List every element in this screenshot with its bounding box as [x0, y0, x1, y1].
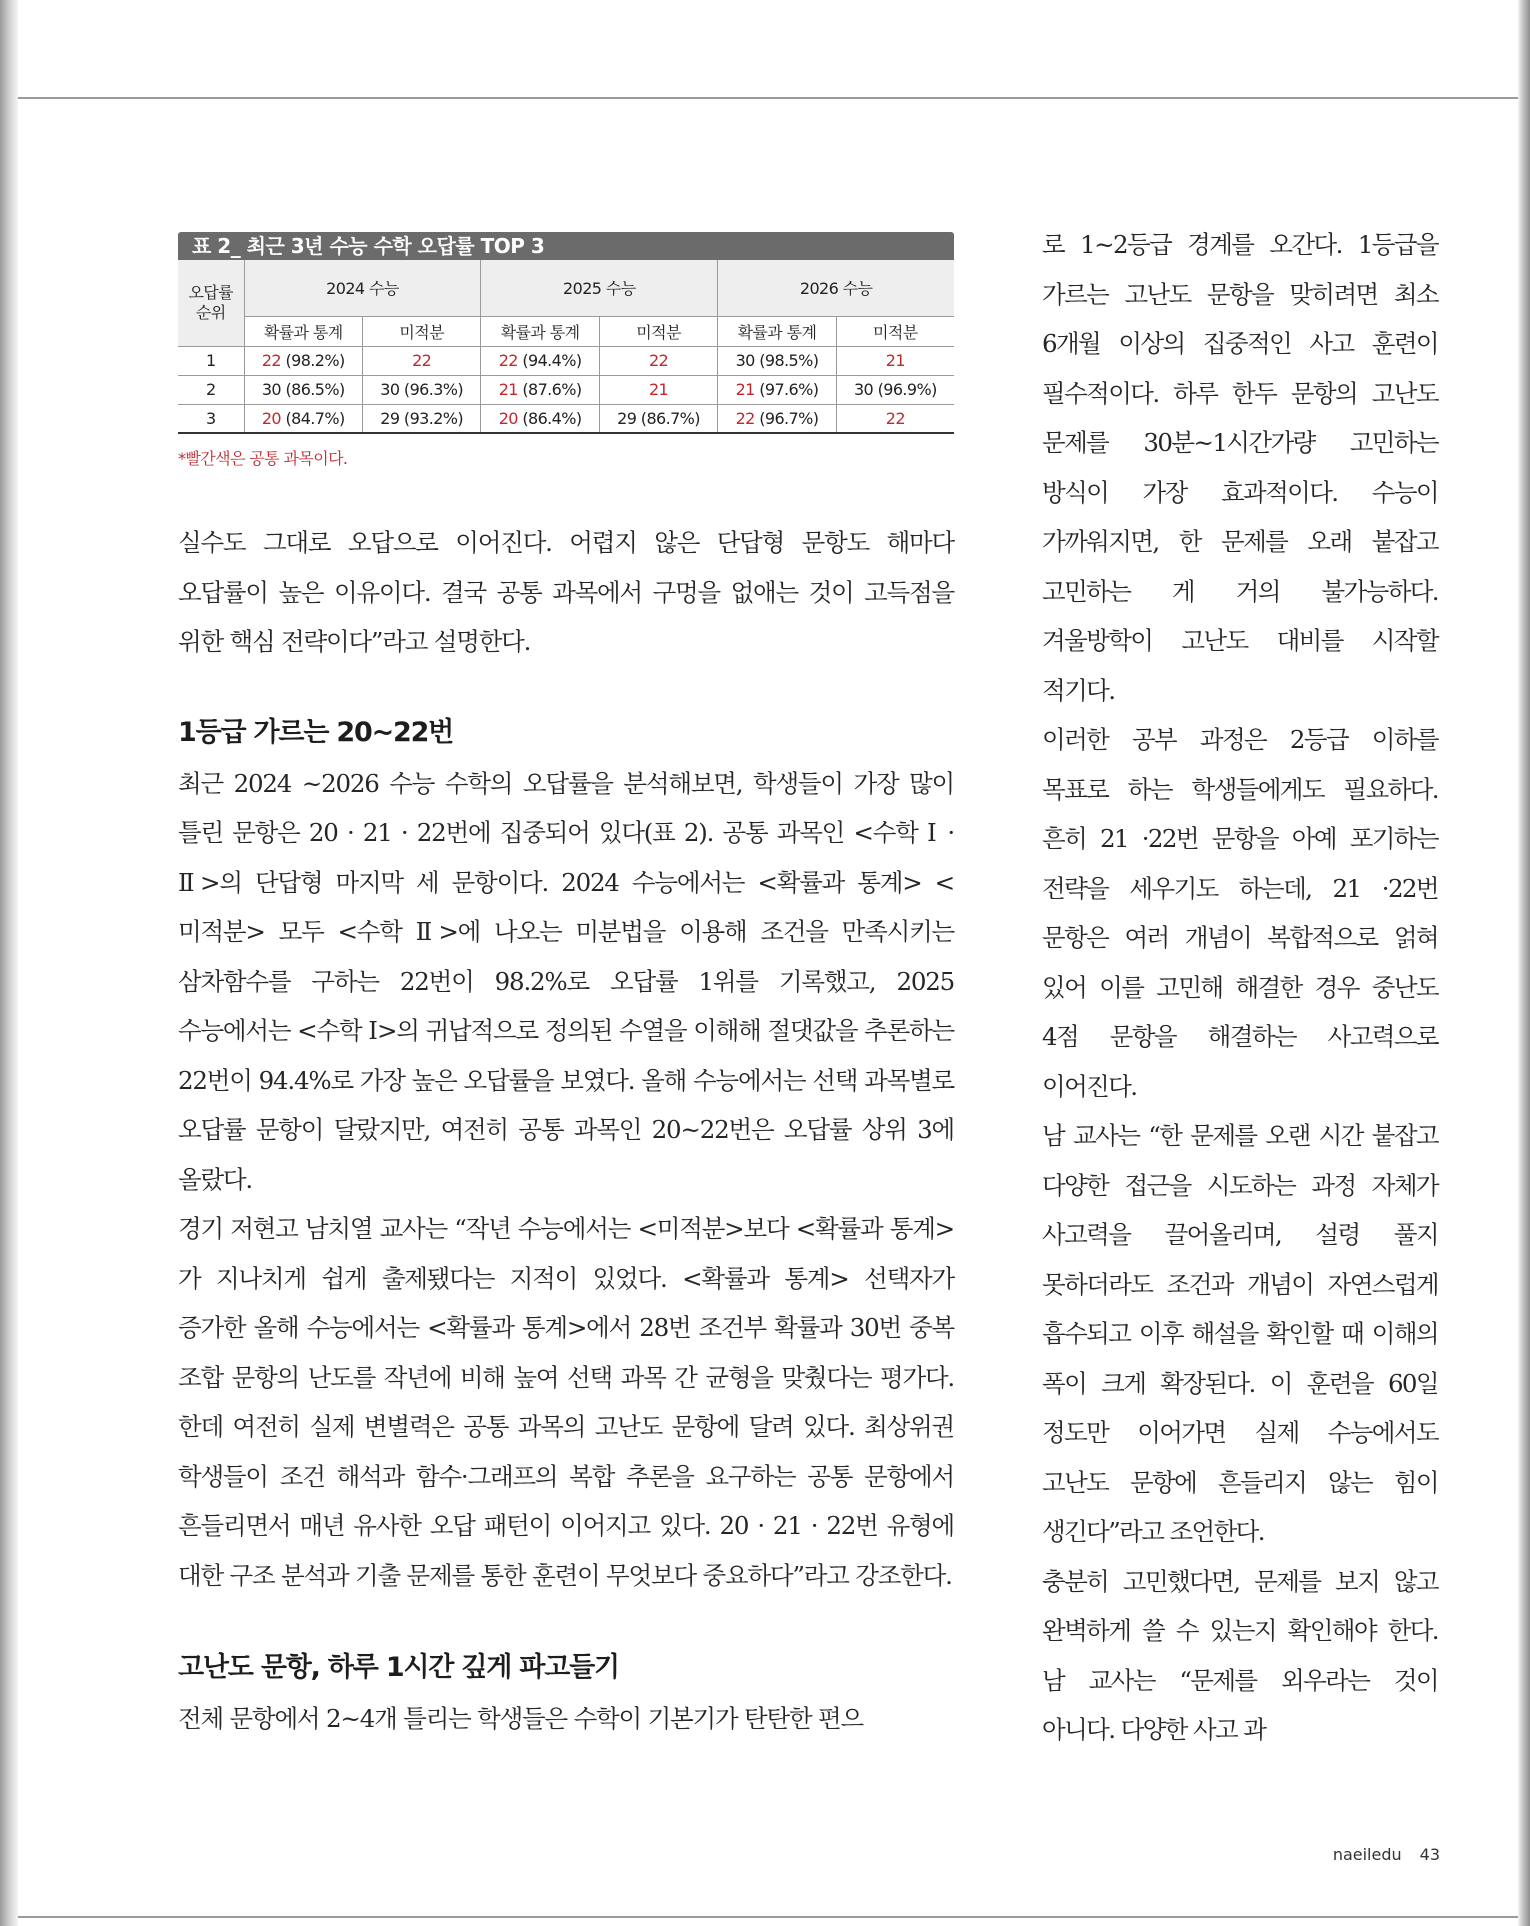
table-cell [481, 404, 599, 433]
subject-header: 미적분 [362, 316, 480, 346]
rank-cell: 1 [178, 346, 244, 375]
table-cell [599, 346, 717, 375]
subject-header: 확률과 통계 [481, 316, 599, 346]
question-number: 22 [412, 351, 432, 370]
scan-edge-right [1518, 0, 1530, 1926]
table-cell [718, 375, 836, 404]
table-row [178, 375, 954, 404]
article-left-column [178, 518, 954, 1744]
rank-header: 오답률 순위 [178, 260, 244, 346]
table-cell [244, 346, 362, 375]
subject-header: 확률과 통계 [244, 316, 362, 346]
rank-cell: 2 [178, 375, 244, 404]
table-body [178, 346, 954, 433]
table-header-row [178, 260, 954, 316]
table-cell [836, 375, 954, 404]
wrong-rate: (97.6%) [754, 380, 819, 399]
table-row [178, 346, 954, 375]
table-cell [718, 346, 836, 375]
wrong-rate: (87.6%) [517, 380, 582, 399]
wrong-rate: (96.3%) [399, 380, 464, 399]
question-number: 20 [261, 408, 281, 428]
question-number: 21 [885, 351, 905, 370]
question-number: 30 [853, 380, 874, 399]
table-cell [836, 404, 954, 433]
section-heading: 고난도 문항, 하루 1시간 깊게 파고들기 [178, 1652, 619, 1683]
year-header: 2026 수능 [718, 260, 954, 316]
wrong-rate: (86.4%) [517, 408, 582, 428]
body-paragraph: 실수도 그대로 오답으로 이어진다. 어렵지 않은 단답형 문항도 해마다 오답률이 높은 이유이다. 결국 공통 과목에서 구멍을 없애는 것이 고득점을 위한 핵심 전략이다”라고 설명한다. [178, 528, 954, 656]
scan-edge-left [0, 0, 18, 1926]
table-cell [244, 375, 362, 404]
table-cell [481, 346, 599, 375]
wrong-rate: (93.2%) [399, 408, 464, 428]
page-footer [1300, 1845, 1440, 1864]
wrong-answer-table [178, 260, 954, 434]
body-paragraph: 이러한 공부 과정은 2등급 이하를 목표로 하는 학생들에게도 필요하다. 흔히 21 ·22번 문항을 아예 포기하는 전략을 세우기도 하는데, 21 ·22번 문항은 여러 개념이 복합적으로 얽혀 있어 이를 고민해 해결한 경우 중난도 4점 문항을 해결하는 사고력으로 이어진다. [1042, 725, 1438, 1101]
wrong-rate: (86.5%) [281, 380, 345, 399]
body-paragraph: 최근 2024 ~2026 수능 수학의 오답률을 분석해보면, 학생들이 가장 많이 틀린 문항은 20 · 21 · 22번에 집중되어 있다(표 2). 공통 과목인 <수학 Ⅰ · Ⅱ>의 단답형 마지막 세 문항이다. 2024 수능에서는 <확률과 통계> <미적분> 모두 <수학 Ⅱ>에 나오는 미분법을 이용해 조건을 만족시키는 삼차함수를 구하는 22번이 98.2%로 오답률 1위를 기록했고, 2025 수능에서는 <수학 Ⅰ>의 귀납적으로 정의된 수열을 이해해 절댓값을 추론하는 22번이 94.4%로 가장 높은 오답률을 보였다. 올해 수능에서는 선택 과목별로 오답률 문항이 달랐지만, 여전히 공통 과목인 20~22번은 오답률 상위 3에 올랐다. [178, 768, 954, 1194]
question-number: 30 [380, 380, 400, 399]
question-number: 22 [498, 351, 518, 370]
subject-header: 확률과 통계 [718, 316, 836, 346]
table-cell [718, 404, 836, 433]
top-rule [18, 97, 1518, 99]
question-number: 21 [735, 380, 755, 399]
table-cell [836, 346, 954, 375]
question-number: 30 [261, 380, 281, 399]
wrong-rate: (94.4%) [517, 351, 582, 370]
body-paragraph: 충분히 고민했다면, 문제를 보지 않고 완벽하게 쓸 수 있는지 확인해야 한다. 남 교사는 “문제를 외우라는 것이 아니다. 다양한 사고 과 [1042, 1566, 1438, 1744]
wrong-rate: (86.7%) [636, 408, 700, 428]
table-figure [178, 232, 954, 469]
table-cell [362, 346, 480, 375]
wrong-rate: (96.9%) [873, 380, 937, 399]
table-cell [481, 375, 599, 404]
subject-header: 미적분 [836, 316, 954, 346]
question-number: 29 [617, 408, 637, 428]
body-paragraph: 로 1~2등급 경계를 오간다. 1등급을 가르는 고난도 문항을 맞히려면 최소 6개월 이상의 집중적인 사고 훈련이 필수적이다. 하루 한두 문항의 고난도 문제를 30분~1시간가량 고민하는 방식이 가장 효과적이다. 수능이 가까워지면, 한 문제를 오래 붙잡고 고민하는 게 거의 불가능하다. 겨울방학이 고난도 대비를 시작할 적기다. [1042, 230, 1438, 705]
rank-cell: 3 [178, 404, 244, 433]
table-row [178, 404, 954, 433]
question-number: 20 [498, 408, 518, 428]
question-number: 22 [885, 408, 905, 428]
bottom-rule [18, 1916, 1518, 1918]
question-number: 22 [735, 408, 755, 428]
subject-header: 미적분 [599, 316, 717, 346]
body-paragraph: 경기 저현고 남치열 교사는 “작년 수능에서는 <미적분>보다 <확률과 통계>가 지나치게 쉽게 출제됐다는 지적이 있었다. <확률과 통계> 선택자가 증가한 올해 수능에서는 <확률과 통계>에서 28번 조건부 확률과 30번 중복 조합 문항의 난도를 작년에 비해 높여 선택 과목 간 균형을 맞췄다는 평가다. 한데 여전히 실제 변별력은 공통 과목의 고난도 문항에 달려 있다. 최상위권 학생들이 조건 해석과 함수·그래프의 복합 추론을 요구하는 공통 문항에서 흔들리면서 매년 유사한 오답 패턴이 이어지고 있다. 20 · 21 · 22번 유형에 대한 구조 분석과 기출 문제를 통한 훈련이 무엇보다 중요하다”라고 강조한다. [178, 1214, 954, 1590]
page-number: 43 [1419, 1845, 1440, 1864]
question-number: 22 [648, 351, 669, 370]
table-cell [599, 375, 717, 404]
year-header: 2024 수능 [244, 260, 481, 316]
article-right-column [1042, 220, 1438, 1755]
magazine-brand: naeiledu [1332, 1845, 1402, 1864]
table-cell [362, 375, 480, 404]
question-number: 30 [735, 351, 755, 370]
section-heading: 1등급 가르는 20~22번 [178, 716, 454, 748]
question-number: 21 [648, 380, 669, 399]
table-caption: 표 2_ 최근 3년 수능 수학 오답률 TOP 3 [178, 232, 954, 260]
wrong-rate: (84.7%) [281, 408, 345, 428]
table-cell [244, 404, 362, 433]
year-header: 2025 수능 [481, 260, 718, 316]
question-number: 21 [498, 380, 518, 399]
body-paragraph: 전체 문항에서 2~4개 틀리는 학생들은 수학이 기본기가 탄탄한 편으 [178, 1704, 863, 1733]
question-number: 22 [261, 351, 281, 370]
table-note: *빨간색은 공통 과목이다. [178, 449, 348, 468]
table-cell [599, 404, 717, 433]
subject-header-row [178, 316, 954, 346]
wrong-rate: (96.7%) [754, 408, 819, 428]
table-cell [362, 404, 480, 433]
wrong-rate: (98.5%) [754, 351, 819, 370]
body-paragraph: 남 교사는 “한 문제를 오랜 시간 붙잡고 다양한 접근을 시도하는 과정 자체가 사고력을 끌어올리며, 설령 풀지 못하더라도 조건과 개념이 자연스럽게 흡수되고 이후 해설을 확인할 때 이해의 폭이 크게 확장된다. 이 훈련을 60일 정도만 이어가면 실제 수능에서도 고난도 문항에 흔들리지 않는 힘이 생긴다”라고 조언한다. [1042, 1121, 1438, 1546]
question-number: 29 [380, 408, 400, 428]
wrong-rate: (98.2%) [281, 351, 345, 370]
